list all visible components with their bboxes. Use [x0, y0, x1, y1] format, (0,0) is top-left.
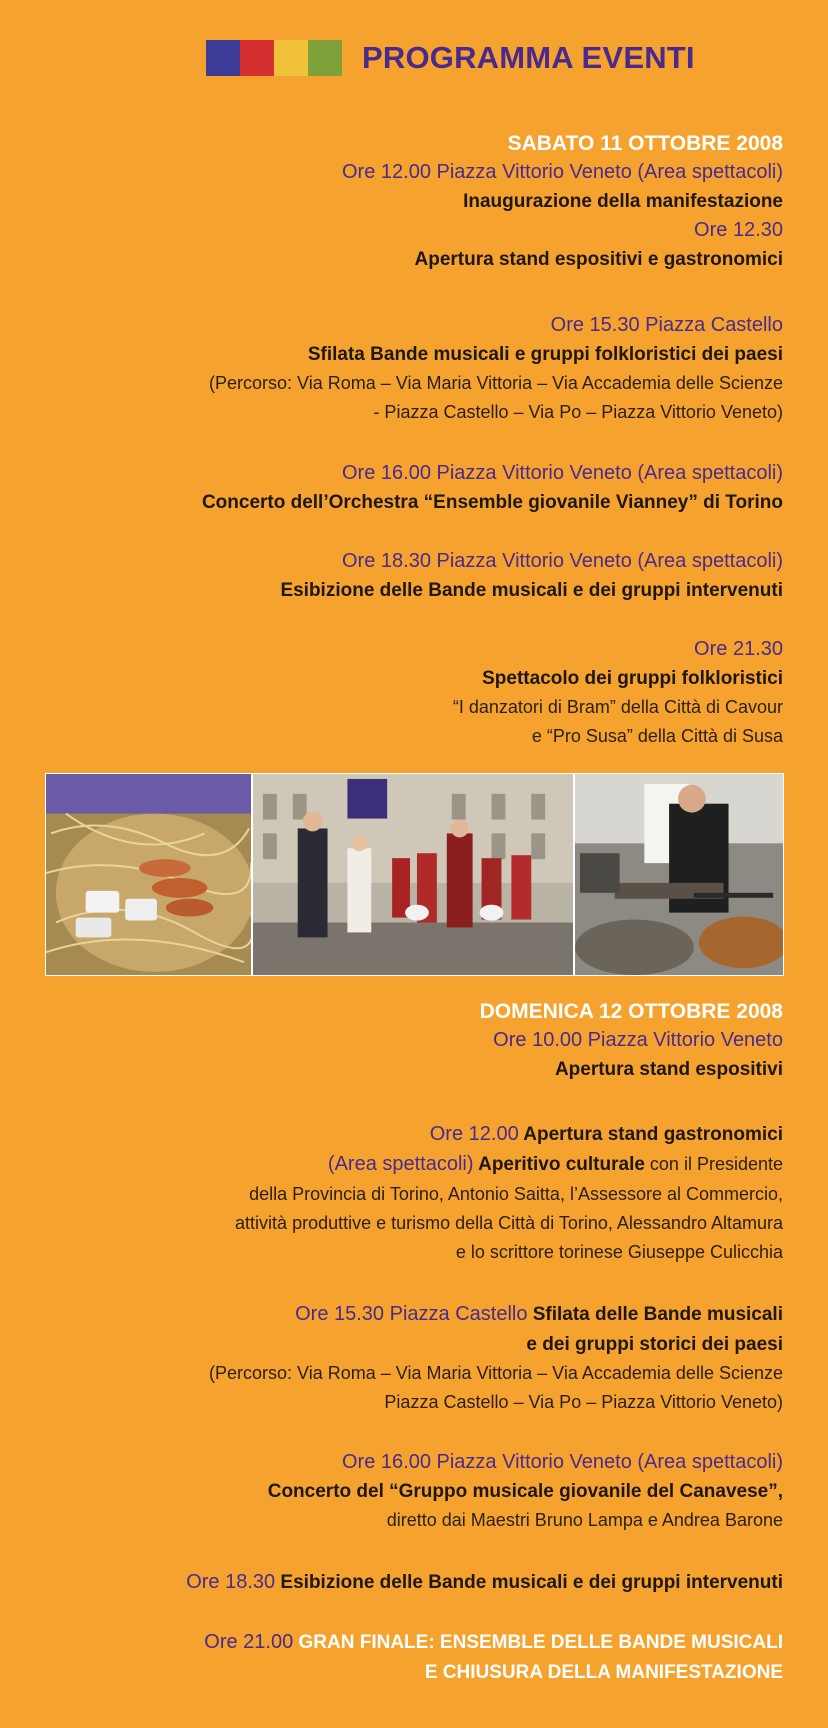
sun-event-5-time: Ore 18.30	[186, 1571, 276, 1593]
swatch-yellow	[274, 40, 308, 76]
sun-event-3-route-1: (Percorso: Via Roma – Via Maria Vittoria – Via Accademia delle Scienze	[209, 1363, 783, 1383]
sun-event-4	[40, 1448, 783, 1535]
sun-event-3-title: Sfilata delle Bande musicali	[527, 1304, 783, 1325]
sat-event-3	[40, 311, 783, 427]
sat-event-3-title: Sfilata Bande musicali e gruppi folkloristici dei paesi	[307, 344, 783, 365]
sun-event-4-time: Ore 16.00 Piazza Vittorio Veneto (Area spettacoli)	[342, 1451, 783, 1473]
sun-event-4-desc: diretto dai Maestri Bruno Lampa e Andrea Barone	[386, 1510, 783, 1530]
sun-event-6	[40, 1628, 783, 1687]
photo-blacksmith	[574, 773, 784, 976]
sun-event-2-desc-2: della Provincia di Torino, Antonio Saitta, l’Assessore al Commercio,	[249, 1184, 783, 1204]
photo-parade	[252, 773, 574, 976]
sat-event-1-title: Inaugurazione della manifestazione	[463, 191, 783, 212]
sat-event-5-time: Ore 18.30 Piazza Vittorio Veneto (Area spettacoli)	[342, 550, 783, 572]
sat-event-3-route-1: (Percorso: Via Roma – Via Maria Vittoria – Via Accademia delle Scienze	[209, 373, 783, 393]
sun-event-2b-desc: con il Presidente	[644, 1154, 783, 1174]
sat-event-6	[40, 635, 783, 751]
sun-event-3-route-2: Piazza Castello – Via Po – Piazza Vittorio Veneto)	[384, 1392, 783, 1412]
sat-event-2-title: Apertura stand espositivi e gastronomici	[414, 249, 783, 270]
sun-event-2	[40, 1120, 783, 1267]
sun-event-6-title: GRAN FINALE: ENSEMBLE DELLE BANDE MUSICALI	[293, 1632, 783, 1653]
sat-event-6-title: Spettacolo dei gruppi folkloristici	[482, 668, 783, 689]
sun-event-2-time: Ore 12.00	[429, 1123, 519, 1145]
sat-event-3-route-2: - Piazza Castello – Via Po – Piazza Vittorio Veneto)	[373, 402, 783, 422]
photo-bread-basket	[45, 773, 252, 976]
sat-event-6-desc-2: e “Pro Susa” della Città di Susa	[531, 726, 783, 746]
swatch-green	[308, 40, 342, 76]
saturday-heading-block	[40, 129, 783, 274]
sun-event-3	[40, 1300, 783, 1417]
sun-event-5	[40, 1568, 783, 1598]
sun-event-3-title-2: e dei gruppi storici dei paesi	[526, 1334, 783, 1355]
sun-event-2-desc-3: attività produttive e turismo della Città di Torino, Alessandro Altamura	[235, 1213, 783, 1233]
sat-event-4-time: Ore 16.00 Piazza Vittorio Veneto (Area spettacoli)	[342, 462, 783, 484]
header	[206, 40, 780, 76]
sun-event-2-desc-4: e lo scrittore torinese Giuseppe Culicchia	[455, 1242, 783, 1262]
saturday-day-heading: SABATO 11 OTTOBRE 2008	[507, 132, 783, 155]
sat-event-4-title: Concerto dell’Orchestra “Ensemble giovanile Vianney” di Torino	[201, 492, 783, 513]
sun-event-5-title: Esibizione delle Bande musicali e dei gruppi intervenuti	[275, 1572, 783, 1593]
page-title: PROGRAMMA EVENTI	[362, 40, 695, 75]
sun-event-2b-area: (Area spettacoli)	[327, 1153, 474, 1175]
sun-event-3-time: Ore 15.30 Piazza Castello	[295, 1303, 528, 1325]
sat-event-5	[40, 547, 783, 605]
sun-event-2-title: Apertura stand gastronomici	[518, 1124, 783, 1145]
sunday-day-heading: DOMENICA 12 OTTOBRE 2008	[479, 1000, 783, 1023]
swatch-blue	[206, 40, 240, 76]
photo-strip	[45, 773, 784, 976]
sun-event-1-time: Ore 10.00 Piazza Vittorio Veneto	[493, 1029, 783, 1051]
swatch-red	[240, 40, 274, 76]
sun-event-2b-title: Aperitivo culturale	[473, 1154, 645, 1175]
sat-event-2-time: Ore 12.30	[694, 219, 783, 241]
sun-event-1-title: Apertura stand espositivi	[554, 1059, 783, 1080]
sun-event-4-title: Concerto del “Gruppo musicale giovanile del Canavese”,	[267, 1481, 783, 1502]
color-swatches	[206, 40, 342, 76]
sun-event-6-title-2: E CHIUSURA DELLA MANIFESTAZIONE	[424, 1662, 783, 1683]
sat-event-6-desc-1: “I danzatori di Bram” della Città di Cavour	[452, 697, 783, 717]
sat-event-4	[40, 459, 783, 517]
sat-event-3-time: Ore 15.30 Piazza Castello	[550, 314, 783, 336]
sun-event-6-time: Ore 21.00	[204, 1631, 294, 1653]
sat-event-5-title: Esibizione delle Bande musicali e dei gruppi intervenuti	[280, 580, 783, 601]
sat-event-1-time: Ore 12.00 Piazza Vittorio Veneto (Area spettacoli)	[342, 161, 783, 183]
sat-event-6-time: Ore 21.30	[694, 638, 783, 660]
sunday-heading-block	[40, 997, 783, 1084]
